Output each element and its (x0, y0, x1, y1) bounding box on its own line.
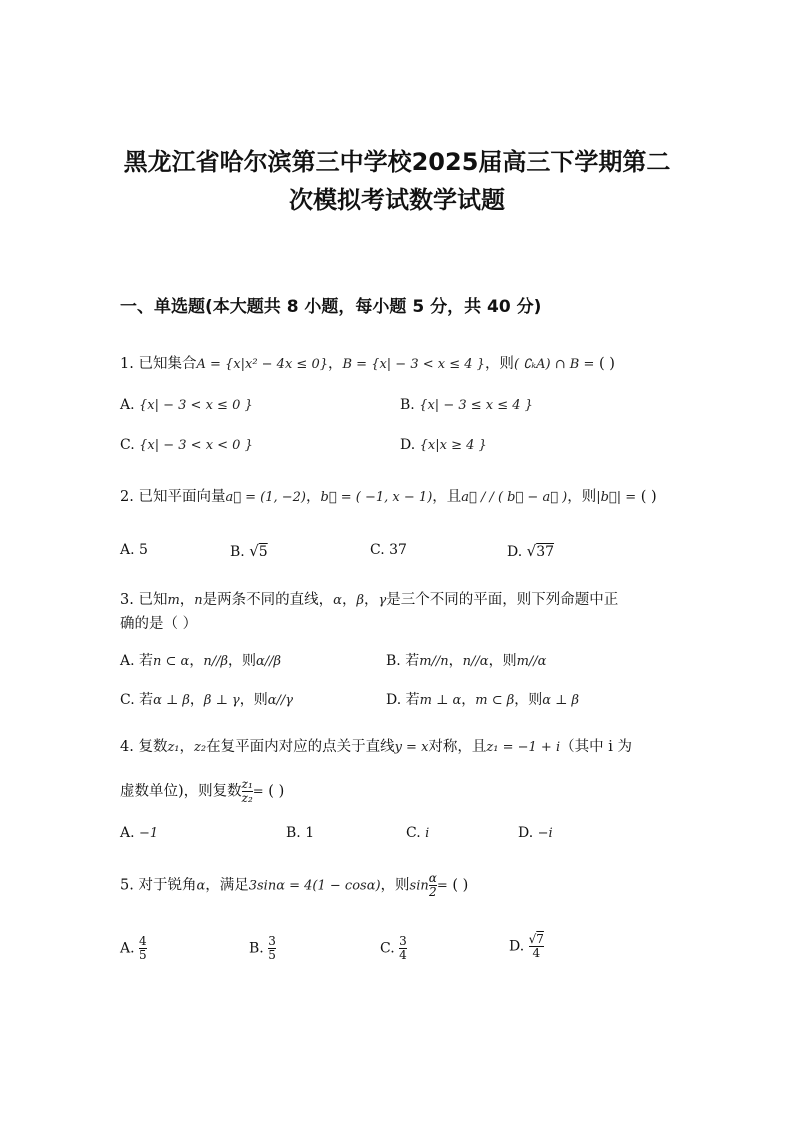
question-3-option-d: D. 若m ⊥ α，m ⊂ β，则α ⊥ β (386, 692, 580, 708)
question-5-stem: 5. 对于锐角α，满足3sinα = 4(1 − cosα)，则sin $\frac{\alpha}{2}$ = ( ) (120, 871, 469, 899)
question-4-stem-line-1: 4. 复数z₁，z₂在复平面内对应的点关于直线y = x对称，且z₁ = −1 + i（其中 i 为 (120, 739, 632, 755)
section-heading: 一、单选题(本大题共 8 小题，每小题 5 分，共 40 分) (120, 297, 542, 317)
question-1-option-b: B. {x| − 3 ≤ x ≤ 4 } (400, 397, 533, 413)
question-4-option-a: A. −1 (120, 825, 159, 841)
question-2-option-a: A. 5 (120, 542, 148, 558)
sqrt-symbol: √ (528, 932, 537, 946)
question-3-stem-line-2: 确的是（ ） (120, 616, 198, 632)
alpha-over-2-fraction: $\frac{\alpha}{2}$ (428, 871, 437, 899)
question-3-stem-line-1: 3. 已知m，n是两条不同的直线，α，β，γ是三个不同的平面，则下列命题中正 (120, 592, 619, 608)
fraction: $\frac{3}{5}$ (268, 934, 276, 962)
question-4-stem-line-2: 虚数单位)，则复数 $\frac{\text{z₁}}{\text{z₂}}$ = ( ) (120, 777, 285, 805)
question-5-option-c: C. $\frac{3}{4}$ (380, 934, 407, 962)
z1-over-z2-fraction: $\frac{\text{z₁}}{\text{z₂}}$ (241, 777, 253, 805)
question-1-option-c: C. {x| − 3 < x < 0 } (120, 437, 253, 453)
question-3-option-b: B. 若m//n，n//α，则m//α (386, 653, 547, 669)
question-3-option-a: A. 若n ⊂ α，n//β，则α//β (120, 653, 282, 669)
sqrt-fraction: $\frac{√7}{4}$ (528, 932, 544, 960)
question-1-stem: 1. 已知集合A = {x|x² − 4x ≤ 0}，B = {x| − 3 < x ≤ 4 }，则( ∁ₖA) ∩ B = ( ) (120, 356, 615, 372)
question-2-option-c: C. 37 (370, 542, 407, 558)
fraction: $\frac{4}{5}$ (139, 934, 147, 962)
document-title-line-1: 黑龙江省哈尔滨第三中学校2025届高三下学期第二 (123, 148, 671, 176)
question-4-option-d: D. −i (518, 825, 553, 841)
document-title-line-2: 次模拟考试数学试题 (289, 186, 505, 214)
sqrt-symbol: √ (526, 542, 537, 560)
question-2-option-d: D. √37 (507, 542, 555, 560)
fraction: $\frac{3}{4}$ (399, 934, 407, 962)
sqrt-symbol: √ (249, 542, 259, 560)
question-5-option-a: A. $\frac{4}{5}$ (120, 934, 147, 962)
question-5-option-d: D. $\frac{√7}{4}$ (509, 932, 544, 960)
question-4-option-c: C. i (406, 825, 430, 841)
question-4-option-b: B. 1 (286, 825, 315, 841)
question-2-stem: 2. 已知平面向量a⃗ = (1, −2)，b⃗ = ( −1, x − 1)，且a⃗ / / ( b⃗ − a⃗ )，则|b⃗| = ( ) (120, 489, 657, 505)
question-2-option-b: B. √5 (230, 542, 268, 560)
question-1-option-a: A. {x| − 3 < x ≤ 0 } (120, 397, 253, 413)
question-1-option-d: D. {x|x ≥ 4 } (400, 437, 487, 453)
question-3-option-c: C. 若α ⊥ β，β ⊥ γ，则α//γ (120, 692, 294, 708)
question-5-option-b: B. $\frac{3}{5}$ (249, 934, 276, 962)
